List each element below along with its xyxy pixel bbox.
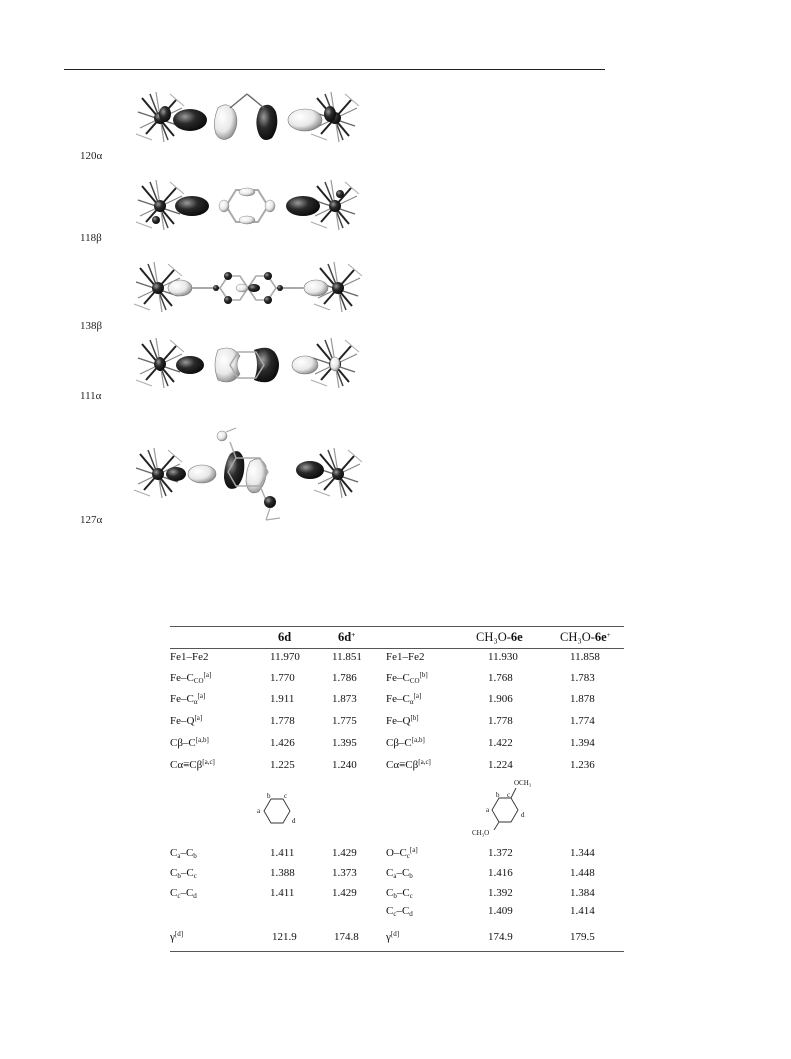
row-label-left: γ[d] [170,930,184,943]
row-label-left: $Fe-C_\alpha[a]$ [170,692,206,706]
value-6d: 11.970 [270,651,300,663]
value-ch3o-6e-plus: 1.394 [570,737,595,749]
row-label-left: $C_a-C_b$ [170,847,197,860]
value-6d-plus: 1.775 [332,715,357,727]
value-6d: 121.9 [272,931,297,943]
row-label-right: γ[d] [386,930,400,943]
row-label-left: Fe1–Fe2 [170,651,209,663]
row-label-right: $C_a-C_b$ [386,867,413,880]
value-ch3o-6e: 1.416 [488,867,513,879]
col-header-6d-plus: 6d+ [338,630,356,644]
value-6d: 1.411 [270,887,295,899]
value-ch3o-6e-plus: 1.384 [570,887,595,899]
value-ch3o-6e-plus: 1.774 [570,715,595,727]
value-6d-plus: 1.786 [332,672,357,684]
row-label-left: Cβ–C[a,b] [170,736,209,749]
ring-label-b: b [496,791,500,799]
value-ch3o-6e-plus: 1.414 [570,905,595,917]
value-ch3o-6e-plus: 1.344 [570,847,595,859]
orbital-panel-127a [80,420,370,530]
value-6d: 1.225 [270,759,295,771]
value-6d-plus: 1.429 [332,847,357,859]
value-ch3o-6e: 1.224 [488,759,513,771]
value-ch3o-6e: 1.392 [488,887,513,899]
value-6d-plus: 1.429 [332,887,357,899]
value-ch3o-6e: 1.768 [488,672,513,684]
value-6d: 1.911 [270,693,295,705]
row-label-left: Fe–Q[a] [170,714,203,727]
value-ch3o-6e: 1.422 [488,737,513,749]
value-6d: 1.411 [270,847,295,859]
value-6d: 1.770 [270,672,295,684]
ring-label-b: b [267,792,271,800]
col-header-6d: 6d [278,630,292,644]
value-ch3o-6e-plus: 1.448 [570,867,595,879]
ring-label-d: d [521,811,525,819]
value-ch3o-6e-plus: 1.878 [570,693,595,705]
orbital-label: 118β [80,232,102,244]
ring-structure-right [470,780,560,840]
row-label-right: Fe1–Fe2 [386,651,425,663]
value-ch3o-6e: 11.930 [488,651,518,663]
ring-label-a: a [486,806,490,814]
row-label-left: $C_c-C_d$ [170,887,197,900]
value-ch3o-6e: 174.9 [488,931,513,943]
row-label-right: Fe–Q[b] [386,714,419,727]
value-ch3o-6e-plus: 1.783 [570,672,595,684]
orbital-panel-118b [80,172,370,244]
orbital-panel-120a [80,82,370,162]
orbital-label: 120α [80,150,103,162]
row-label-right: $C_b-C_c$ [386,887,413,900]
col-header-ch3o-6e: CH₃O-6e [476,630,523,644]
orbital-label: 111α [80,390,102,402]
row-label-right: $C_c-C_d$ [386,905,413,918]
ring-label-a: a [257,807,261,815]
value-ch3o-6e-plus: 1.236 [570,759,595,771]
table-header-rule [170,648,624,649]
value-ch3o-6e: 1.409 [488,905,513,917]
ring-label-c: c [507,791,511,799]
row-label-left: $Fe-C_{CO}[a]$ [170,671,212,685]
value-6d: 1.388 [270,867,295,879]
value-6d-plus: 1.240 [332,759,357,771]
orbital-label: 127α [80,514,103,526]
value-ch3o-6e-plus: 11.858 [570,651,600,663]
value-6d-plus: 1.395 [332,737,357,749]
value-6d-plus: 1.373 [332,867,357,879]
orbital-panel-111a [80,330,370,410]
row-label-right: Cβ–C[a,b] [386,736,425,749]
orbital-panel-138b [80,258,370,332]
row-label-right: Cα≡Cβ[a,c] [386,758,431,771]
value-6d: 1.778 [270,715,295,727]
table-bottom-rule [170,951,624,952]
value-6d: 1.426 [270,737,295,749]
col-header-ch3o-6e-plus: CH₃O-6e+ [560,630,611,644]
orbital-plot-120a [120,82,370,162]
ring-label-d: d [292,817,296,825]
top-rule [64,69,605,70]
table-top-rule [170,626,624,627]
value-ch3o-6e: 1.906 [488,693,513,705]
orbital-label: 138β [80,320,103,332]
ring-label-och3-top: OCH₃ [514,779,532,787]
value-ch3o-6e-plus: 179.5 [570,931,595,943]
value-6d-plus: 174.8 [334,931,359,943]
row-label-right: $Fe-C_\alpha[a]$ [386,692,422,706]
orbital-plot-127a [120,420,370,530]
orbital-plot-111a [120,330,370,410]
orbital-plot-118b [120,172,370,244]
value-ch3o-6e: 1.778 [488,715,513,727]
ring-structure-left [252,786,302,836]
row-label-right: $O-C_c[a]$ [386,846,418,860]
value-6d-plus: 1.873 [332,693,357,705]
row-label-left: Cα≡Cβ[a,c] [170,758,215,771]
ring-label-och3-bottom: CH₃O [472,829,490,837]
row-label-right: $Fe-C_{CO}[b]$ [386,671,428,685]
bond-length-table [170,626,624,956]
ring-label-c: c [284,792,288,800]
value-6d-plus: 11.851 [332,651,362,663]
orbital-plot-138b [120,258,370,328]
row-label-left: $C_b-C_c$ [170,867,197,880]
value-ch3o-6e: 1.372 [488,847,513,859]
